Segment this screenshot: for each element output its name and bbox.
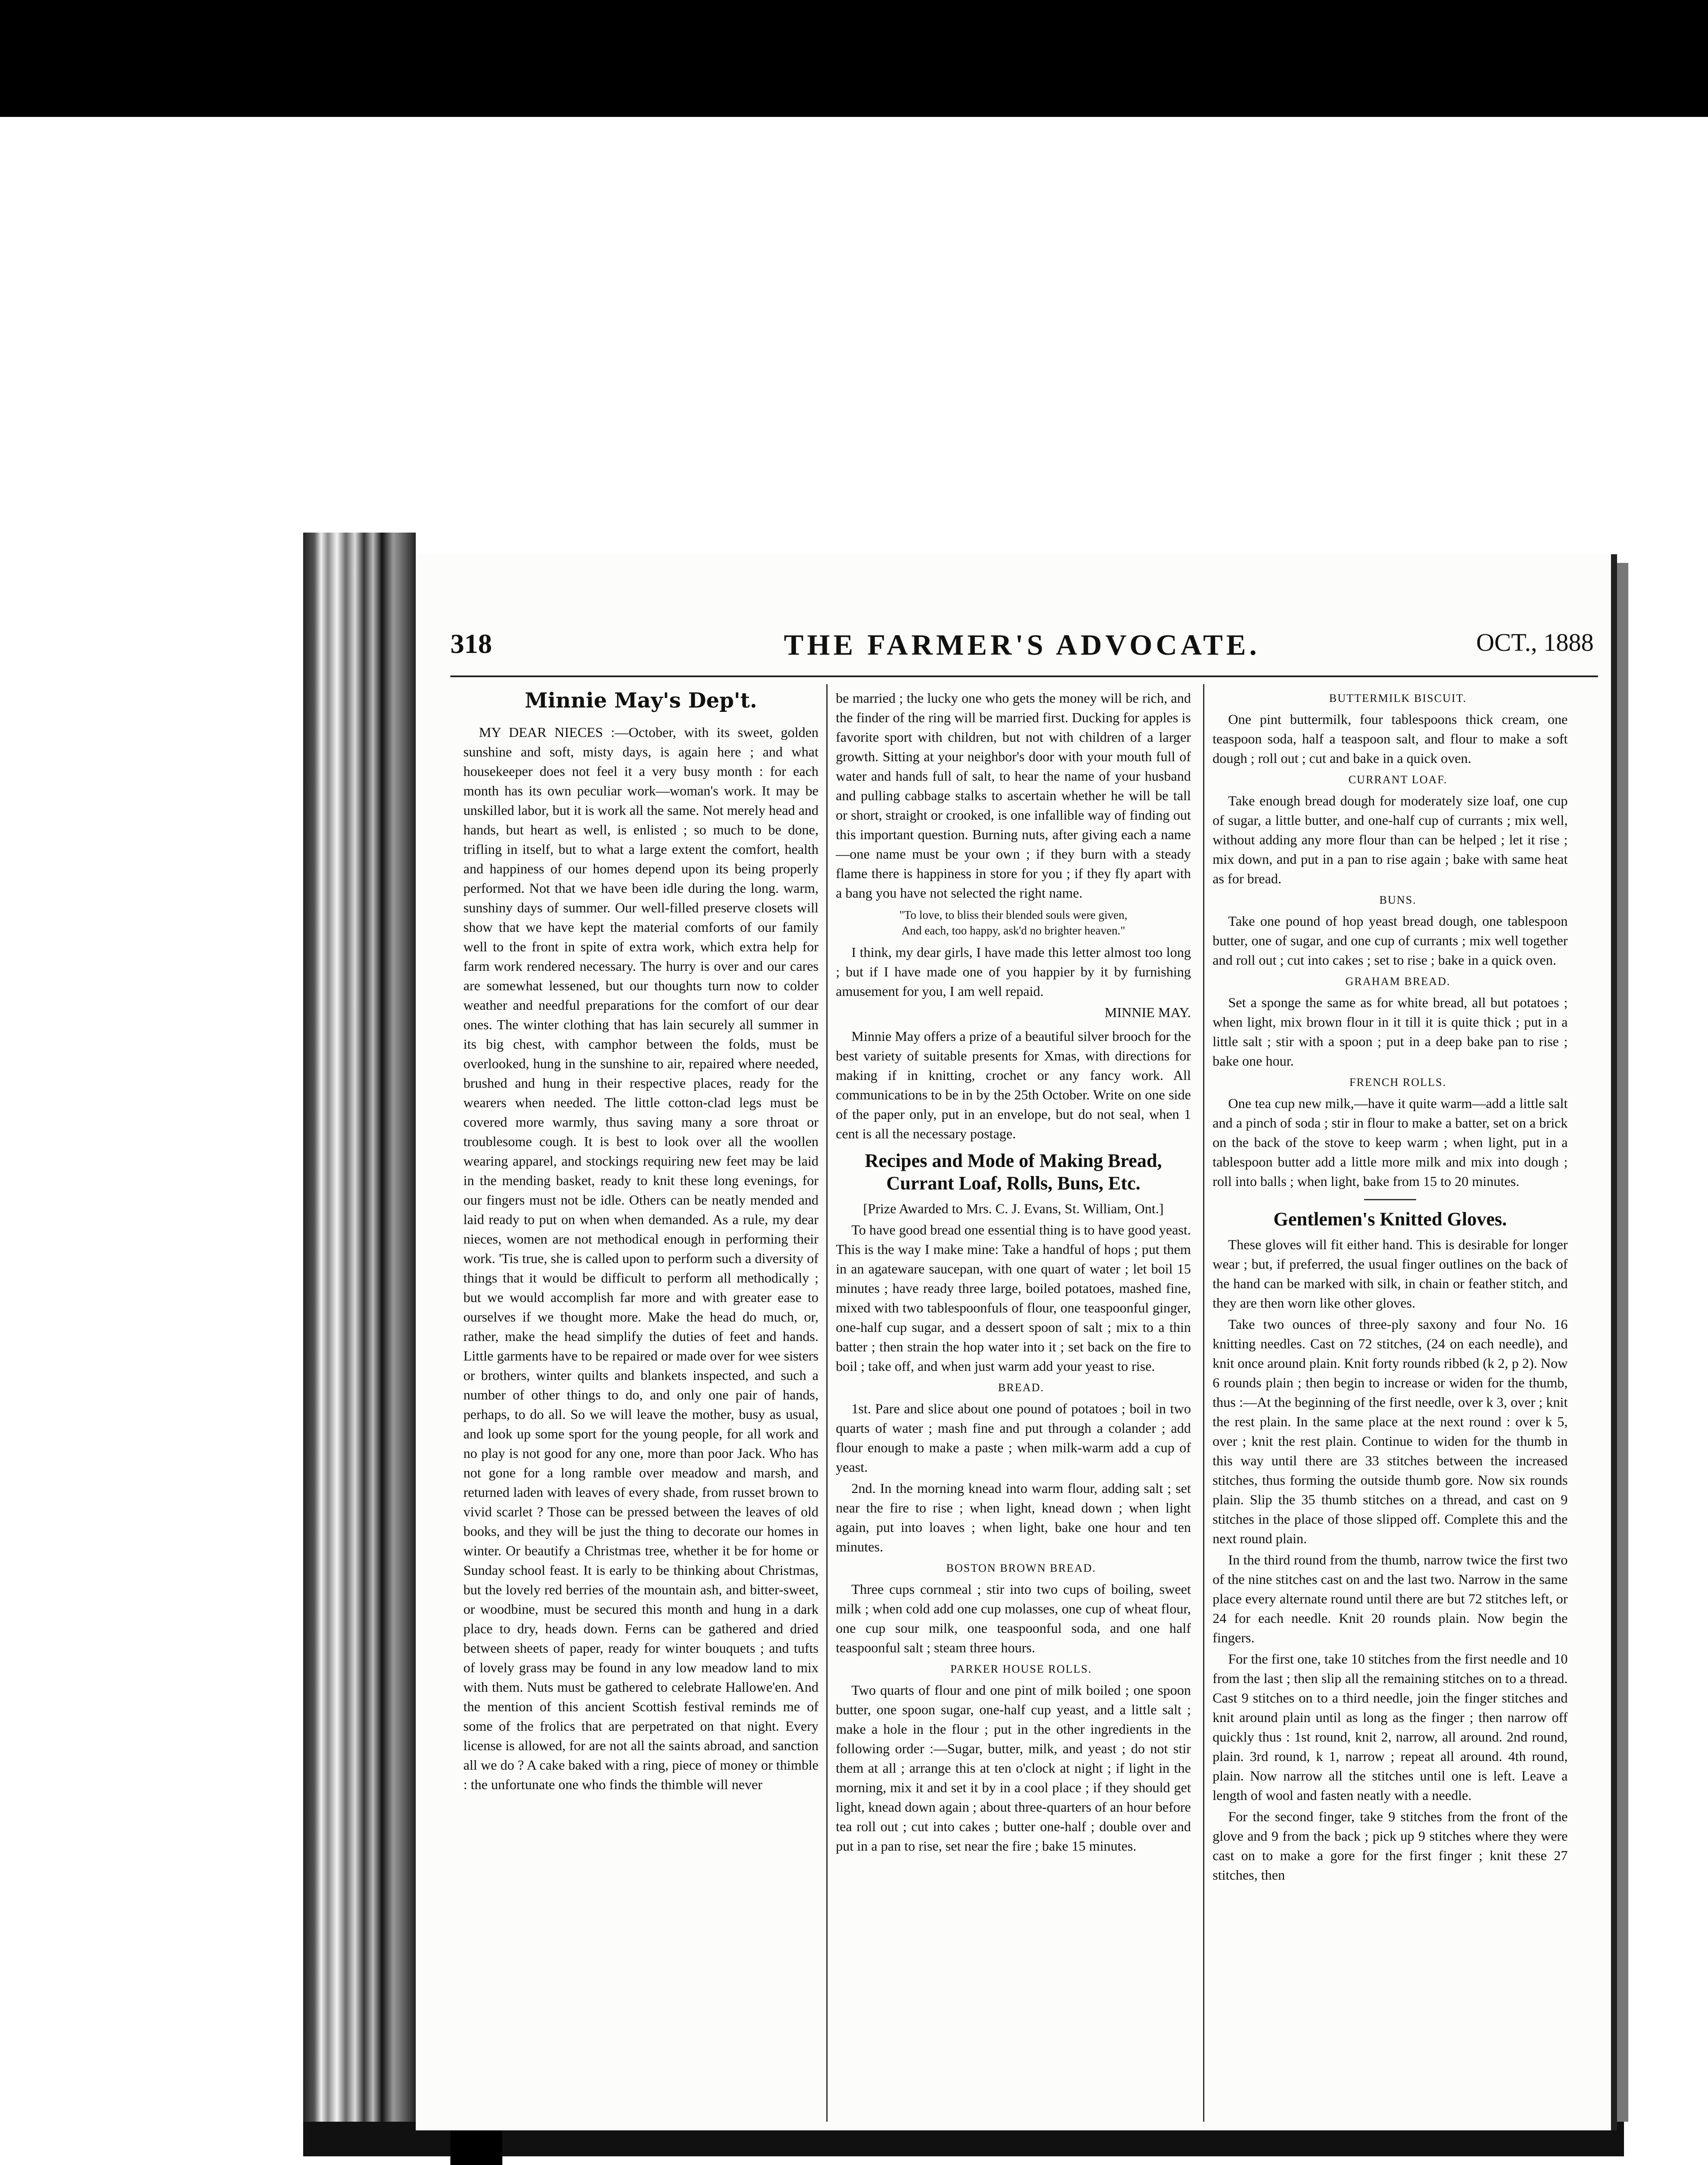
letter-paragraph: be married ; the lucky one who gets the money will be rich, and the finder of the ring will be married first. Ducking for apples is favorite sport with children, but not with children of a larger growth. Sitting at your neighbor's door with your mouth full of water and hands full of salt, to hear the name of your husband and pulling cabbage stalks to ascertain whether he will be tall or short, straight or crooked, is one infallible way of finding out this important question. Burning nuts, after giving each a name—one name must be your own ; if they burn with a steady flame there is happiness in store for you ; if they fly apart with a bang you have not selected the right name.: [836, 690, 1191, 901]
column-3: [1213, 688, 1568, 1887]
gloves-paragraph: These gloves will fit either hand. This is desirable for longer wear ; but, if preferred, the usual finger outlines on the back of the hand can be marked with silk, in chain or feather stitch, and they are then worn like other gloves.: [1213, 1237, 1568, 1311]
signature: MINNIE MAY.: [1104, 1005, 1191, 1020]
recipe-text: 2nd. In the morning knead into warm flour, adding salt ; set near the fire to rise ; when light, knead down ; when light again, put into loaves ; when light, bake one hour and ten minutes.: [836, 1480, 1191, 1554]
gloves-paragraph: For the first one, take 10 stitches from the first needle and 10 from the last ; then slip all the remaining stitches on to a thread. Cast 9 stitches on to a third needle, join the finger stitches and knit around plain until as long as the finger ; then narrow off quickly thus : 1st round, knit 2, narrow, all around. 2nd round, plain. 3rd round, k 1, narrow ; repeat all around. 4th round, plain. Now narrow all the stitches until one is left. Leave a length of wool and fasten neatly with a needle.: [1213, 1651, 1568, 1803]
recipe-title: PARKER HOUSE ROLLS.: [950, 1663, 1092, 1675]
book-page-edges: [303, 533, 416, 2143]
letter-paragraph: MY DEAR NIECES :—October, with its sweet, golden sunshine and soft, misty days, is again here ; and what housekeeper does not feel it a very busy month : for each month has its own peculiar work—woman's work. It may be unskilled labor, but it is work all the same. Not merely head and hands, but heart as well, is enlisted ; so much to be done, trifling in itself, but to what a large extent the comfort, health and happiness of our homes depend upon its being properly performed. Not that we have been idle during the long. warm, sunshiny days of summer. Our well-filled preserve closets will show that we have kept the material comforts of our family well to the front in spite of extra work, which extra help for farm work rendered necessary. The hurry is over and our cares are somewhat lessened, but our thoughts turn now to colder weather and needful preparations for the comfort of our dear ones. The winter clothing that has lain securely all summer in its big chest, with camphor between the folds, must be overlooked, hung in the sunshine to air, repaired where needed, brushed and hung in their respective places, ready for the wearers when needed. The little cotton-clad legs must be covered more warmly, thus saving many a sore throat or troublesome cough. It is best to look over all the woollen wearing apparel, and stockings requiring new feet may be laid in the mending basket, ready to knit these long evenings, for our fingers must not be idle. Others can be neatly mended and laid ready to put on when when demanded. As a rule, my dear nieces, women are not methodical enough in performing their work. 'Tis true, she is called upon to perform such a diversity of things that it would be difficult to perform all methodically ; but we would accomplish far more and with greater ease to ourselves if we thought more. Make the head do much, or, rather, make the head simplify the duties of feet and hands. Little garments have to be repaired or made over for wee sisters or brothers, winter quilts and blankets inspected, and such a number of other things to do, and only one pair of hands, perhaps, to do all. So we will leave the mother, busy as usual, and look up some sport for the young people, for all work and no play is not good for any one, more than poor Jack. Who has not gone for a long ramble over meadow and marsh, and returned laden with leaves of every shade, from russet brown to vivid scarlet ? Those can be pressed between the leaves of old books, and they will be just the thing to decorate our homes in winter. Or beautify a Christmas tree, whether it be for home or Sunday school feast. It is early to be thinking about Christmas, but the lovely red berries of the mountain ash, and bitter-sweet, or woodbine, must be secured this month and hung in a dark place to dry, heads down. Ferns can be gathered and dried between sheets of paper, ready for winter bouquets ; and tufts of lovely grass may be found in any low meadow land to mix with them. Nuts must be gathered to celebrate Hallowe'en. And the mention of this ancient Scottish festival reminds me of some of the frolics that are perpetrated on that night. Every license is allowed, for are not all the saints abroad, and sanction all we do ? A cake baked with a ring, piece of money or thimble : the unfortunate one who finds the thimble will never: [463, 724, 818, 1792]
recipe-title: BUTTERMILK BISCUIT.: [1329, 692, 1467, 704]
recipe-text: 1st. Pare and slice about one pound of potatoes ; boil in two quarts of water ; mash fine and put through a colander ; add flour enough to make a paste ; when milk-warm add a cup of yeast.: [836, 1401, 1191, 1475]
recipe-title: BOSTON BROWN BREAD.: [946, 1562, 1096, 1574]
column-1: [463, 688, 818, 1796]
recipe-title: CURRANT LOAF.: [1348, 773, 1448, 786]
prize-paragraph: Minnie May offers a prize of a beautiful silver brooch for the best variety of suitable presents for Xmas, with directions for making if in knitting, crochet or any fancy work. All communications to be in by the 25th October. Write on one side of the paper only, put in an envelope, but do not seal, when 1 cent is all the necessary postage.: [836, 1028, 1191, 1141]
recipe-text: One tea cup new milk,—have it quite warm—add a little salt and a pinch of soda ; stir in flour to make a batter, set on a brick on the back of the stove to keep warm ; when light, put in a tablespoon butter add a little more milk and mix into dough ; roll into balls ; when light, bake from 15 to 20 minutes.: [1213, 1095, 1568, 1189]
column-divider: [826, 684, 828, 2122]
recipe-text: Set a sponge the same as for white bread, all but potatoes ; when light, mix brown flour in it till it is quite thick ; put in a little salt ; stir with a spoon ; put in a deep bake pan to rise ; bake one hour.: [1213, 995, 1568, 1069]
poem: [836, 907, 1191, 938]
recipe-text: Three cups cornmeal ; stir into two cups of boiling, sweet milk ; when cold add one cup molasses, one cup of wheat flour, one cup sour milk, one teaspoonful soda, and one half teaspoonful salt ; steam three hours.: [836, 1581, 1191, 1655]
recipe-text: Take one pound of hop yeast bread dough, one tablespoon butter, one of sugar, and one cup of currants ; mix well together and roll out ; cut into cakes ; set to rise ; bake in a quick oven.: [1213, 913, 1568, 968]
page-number: 318: [450, 628, 492, 659]
gloves-paragraph: In the third round from the thumb, narrow twice the first two of the nine stitches cast on and the last two. Narrow in the same place every alternate round until there are but 72 stitches left, or 24 for each needle. Knit 20 rounds plain. Now begin the fingers.: [1213, 1552, 1568, 1645]
recipe-text: Take enough bread dough for moderately size loaf, one cup of sugar, a little butter, and one-half cup of currants ; mix well, without adding any more flour than can be helped ; let it rise ; mix down, and put in a pan to rise again ; bake with same heat as for bread.: [1213, 793, 1568, 886]
gloves-paragraph: Take two ounces of three-ply saxony and four No. 16 knitting needles. Cast on 72 stitches, (24 on each needle), and knit once around plain. Knit forty rounds ribbed (k 2, p 2). Now 6 rounds plain ; then begin to increase or widen for the thumb, thus :—At the beginning of the first needle, over k 3, over ; knit the rest plain. In the same place at the next round : over k 5, over ; knit the rest plain. Continue to widen for the thumb in this way until there are 33 stitches between the increased stitches, thus forming the outside thumb gore. Now six rounds plain. Slip the 35 thumb stitches on a thread, and cast on 9 stitches in the place of those slipped off. Complete this and the next round plain.: [1213, 1316, 1568, 1546]
recipes-heading: Recipes and Mode of Making Bread, Currant Loaf, Rolls, Buns, Etc.: [864, 1150, 1162, 1194]
recipe-text: One pint buttermilk, four tablespoons thick cream, one teaspoon soda, half a teaspoon salt, and flour to make a soft dough ; roll out ; cut and bake in a quick oven.: [1213, 711, 1568, 766]
recipe-intro: To have good bread one essential thing is to have good yeast. This is the way I make mine: Take a handful of hops ; put them in an agateware saucepan, with one quart of water ; let boil 15 minutes ; have ready three large, boiled potatoes, mashed fine, mixed with two tablespoonfuls of flour, one teaspoonful ginger, one-half cup sugar, and a dessert spoon of salt ; mix to a thin batter ; then strain the hop water into it ; set back on the fire to boil ; take off, and when just warm add your yeast to rise.: [836, 1222, 1191, 1374]
column-divider: [1203, 684, 1204, 2122]
recipe-title: FRENCH ROLLS.: [1349, 1076, 1446, 1089]
poem-line: "To love, to bliss their blended souls were given,: [899, 908, 1128, 921]
poem-line: And each, too happy, ask'd no brighter heaven.": [901, 924, 1126, 937]
recipe-text: Two quarts of flour and one pint of milk boiled ; one spoon butter, one spoon sugar, one-half cup yeast, and a little salt ; make a hole in the flour ; put in the other ingredients in the following order :—Sugar, butter, milk, and yeast ; do not stir them at all ; arrange this at ten o'clock at night ; if light in the morning, mix it and set it by in a cool place ; if they should get light, knead down again ; about three-quarters of an hour before tea roll out ; cut into cakes ; butter one-half ; double over and put in a pan to rise, set near the fire ; bake 15 minutes.: [836, 1682, 1191, 1854]
column-2: [836, 688, 1191, 1858]
masthead-title: THE FARMER'S ADVOCATE.: [784, 628, 1260, 661]
letter-paragraph: I think, my dear girls, I have made this letter almost too long ; but if I have made one of you happier by it by furnishing amusement for you, I am well repaid.: [836, 944, 1191, 999]
issue-date: OCT., 1888: [1476, 628, 1594, 656]
page-shadow: [1617, 563, 1628, 2122]
prize-note: [Prize Awarded to Mrs. C. J. Evans, St. William, Ont.]: [863, 1201, 1164, 1216]
newspaper-page: [416, 554, 1617, 2130]
recipe-title: GRAHAM BREAD.: [1345, 975, 1451, 988]
header-rule: [450, 675, 1598, 677]
page-header: [450, 628, 1594, 671]
section-heading: Minnie May's Dep't.: [524, 688, 757, 713]
separator: [1364, 1199, 1416, 1200]
recipe-title: BREAD.: [998, 1381, 1045, 1394]
gloves-heading: Gentlemen's Knitted Gloves.: [1273, 1209, 1507, 1230]
gloves-paragraph: For the second finger, take 9 stitches from the front of the glove and 9 from the back ; pick up 9 stitches where they were cast on to make a gore for the first finger ; knit these 27 stitches, then: [1213, 1809, 1568, 1883]
recipe-title: BUNS.: [1379, 894, 1417, 906]
